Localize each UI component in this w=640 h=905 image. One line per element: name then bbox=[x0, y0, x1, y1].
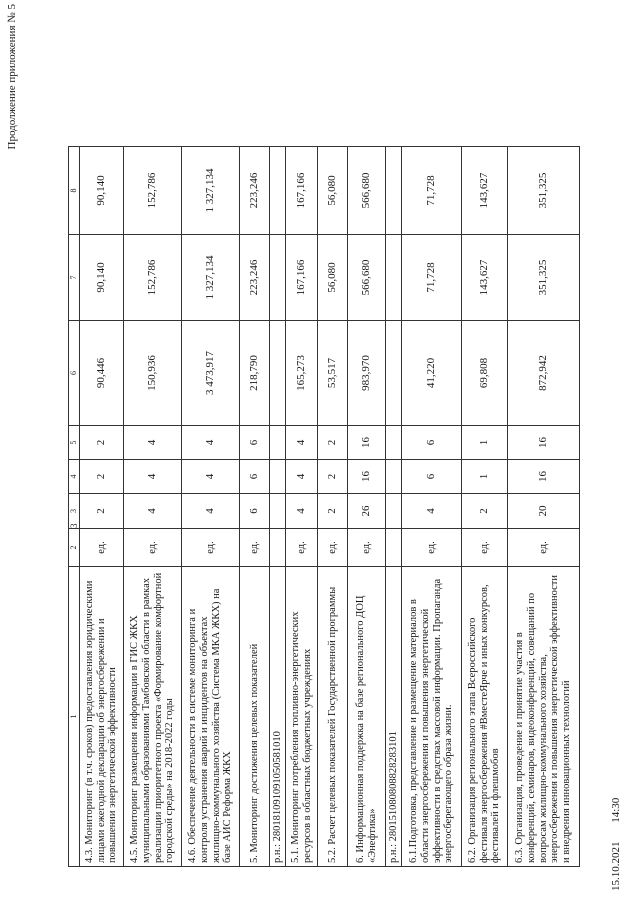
table-row: 4.6. Обеспечение деятельности в системе мониторинга и контроля устранения аварий и инцидентов на объектах жилищно-коммунального хозяйства (Система МКА ЖКХ) на базе АИС Реформа ЖКХ ед. 4 4 4 3 473,917 1 327,134 1 327,134 bbox=[182, 147, 240, 867]
col-header-1: 1 bbox=[69, 567, 80, 867]
col-header-4: 4 bbox=[69, 460, 80, 494]
group-col-label: 3 bbox=[69, 523, 79, 528]
column-number-row bbox=[69, 147, 80, 867]
table-row: 4.5. Мониторинг размещения информации в ГИС ЖКХ муниципальными образованиями Тамбовской области в рамках реализации приоритетного проекта «Формирование комфортной городской среды» на 2018-2022 годы ед. 4 4 4 150,936 152,786 152,786 bbox=[124, 147, 182, 867]
table-row: 6.1.Подготовка, представление и размещение материалов в области энергосбережения и повышения энергетической эффективности в средствах массовой информации. Пропаганда энергосберегающего образа жизни. ед. 4 6 6 41,220 71,728 71,728 bbox=[402, 147, 462, 867]
print-footer bbox=[610, 798, 622, 891]
table-row: 6.2. Организация регионального этапа Всероссийского фестиваля энергосбережения #ВместеЯрче и иных конкурсов, фестивалей и флешмобов ед. 2 1 1 69,808 143,627 143,627 bbox=[462, 147, 508, 867]
print-time: 14:30 bbox=[610, 797, 622, 823]
col-header-5: 5 bbox=[69, 426, 80, 460]
table-row: 6.3. Организация, проведение и принятие участия в конференций, семинаров, видеоконференций, совещаний по вопросам жилищно-коммунального хозяйства, энергосбережения и повышения энергетической эффективности и внедрения инновационных технологий ед. 20 16 16 872,942 351,325 351,325 bbox=[508, 147, 580, 867]
data-table bbox=[68, 146, 580, 867]
print-date: 15.10.2021 bbox=[610, 841, 622, 891]
col-header-3: 3 3 bbox=[69, 494, 80, 529]
table-row: р.н.: 280151080808828283101 bbox=[386, 147, 402, 867]
col-header-8: 8 bbox=[69, 147, 80, 235]
continuation-label: Продолжение приложения № 5 bbox=[6, 4, 18, 150]
table-row: 4.3. Мониторинг (в т.ч. сроков) предоставления юридическими лицами ежегодной декларации об энергосбережении и повышении энергетической эффективности ед. 2 2 2 90,446 90,140 90,140 bbox=[80, 147, 124, 867]
col-header-6: 6 bbox=[69, 321, 80, 426]
col-header-7: 7 bbox=[69, 235, 80, 321]
table-row: 6. Информационная поддержка на базе регионального ДОЦ «Энефтика» ед. 26 16 16 983,970 566,680 566,680 bbox=[348, 147, 386, 867]
table-row: р.н.: 280181091091050581010 bbox=[270, 147, 286, 867]
table-row: 5.1. Мониторинг потребления топливно-энергетических ресурсов в областных бюджетных учреждениях ед. 4 4 4 165,273 167,166 167,166 bbox=[286, 147, 318, 867]
col-header-2: 2 bbox=[69, 529, 80, 567]
table-row: 5. Мониторинг достижения целевых показателей ед. 6 6 6 218,790 223,246 223,246 bbox=[240, 147, 270, 867]
table-row: 5.2. Расчет целевых показателей Государственной программы ед. 2 2 2 53,517 56,080 56,080 bbox=[318, 147, 348, 867]
